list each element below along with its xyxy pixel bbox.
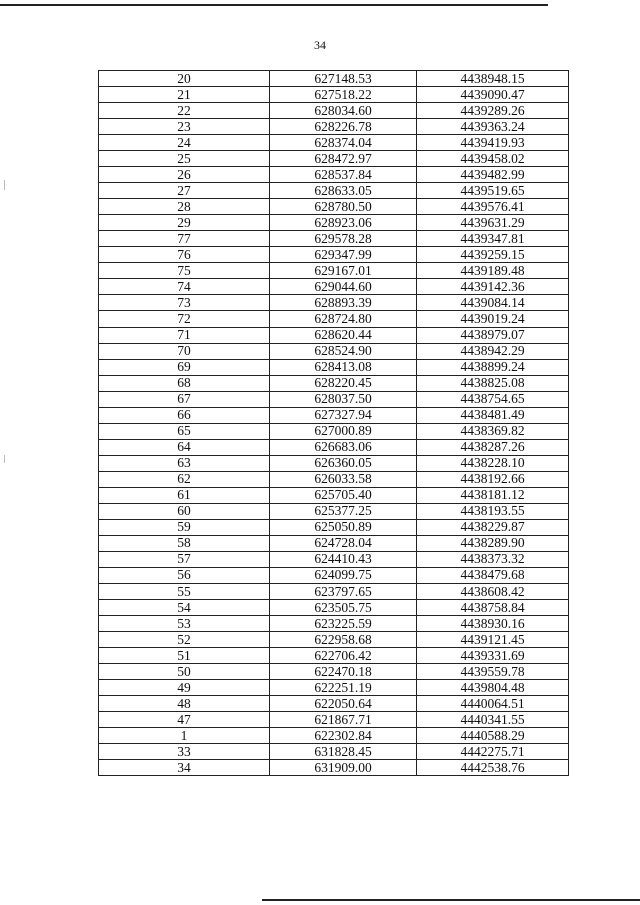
y-coordinate-cell: 4438229.87 [417, 519, 569, 535]
x-coordinate-cell: 629578.28 [270, 231, 417, 247]
top-rule [0, 4, 548, 6]
point-number-cell: 48 [99, 696, 270, 712]
table-row [99, 103, 569, 119]
x-coordinate-cell: 628374.04 [270, 135, 417, 151]
table-row [99, 359, 569, 375]
y-coordinate-cell: 4438181.12 [417, 487, 569, 503]
x-coordinate-cell: 623505.75 [270, 600, 417, 616]
x-coordinate-cell: 622251.19 [270, 680, 417, 696]
point-number-cell: 54 [99, 600, 270, 616]
table-row [99, 215, 569, 231]
x-coordinate-cell: 628472.97 [270, 151, 417, 167]
x-coordinate-cell: 628893.39 [270, 295, 417, 311]
table-row [99, 744, 569, 760]
table-row [99, 664, 569, 680]
point-number-cell: 53 [99, 616, 270, 632]
margin-mark [4, 180, 5, 190]
x-coordinate-cell: 625377.25 [270, 503, 417, 519]
x-coordinate-cell: 628220.45 [270, 375, 417, 391]
margin-mark [4, 455, 5, 463]
table-row [99, 423, 569, 439]
x-coordinate-cell: 622706.42 [270, 648, 417, 664]
table-row [99, 648, 569, 664]
table-row [99, 696, 569, 712]
point-number-cell: 51 [99, 648, 270, 664]
x-coordinate-cell: 622958.68 [270, 632, 417, 648]
y-coordinate-cell: 4439363.24 [417, 119, 569, 135]
point-number-cell: 65 [99, 423, 270, 439]
point-number-cell: 25 [99, 151, 270, 167]
x-coordinate-cell: 626033.58 [270, 471, 417, 487]
point-number-cell: 74 [99, 279, 270, 295]
x-coordinate-cell: 626683.06 [270, 439, 417, 455]
point-number-cell: 24 [99, 135, 270, 151]
x-coordinate-cell: 624728.04 [270, 535, 417, 551]
y-coordinate-cell: 4438942.29 [417, 343, 569, 359]
y-coordinate-cell: 4439084.14 [417, 295, 569, 311]
point-number-cell: 56 [99, 567, 270, 583]
y-coordinate-cell: 4439347.81 [417, 231, 569, 247]
y-coordinate-cell: 4439259.15 [417, 247, 569, 263]
x-coordinate-cell: 628037.50 [270, 391, 417, 407]
y-coordinate-cell: 4439482.99 [417, 167, 569, 183]
point-number-cell: 27 [99, 183, 270, 199]
point-number-cell: 64 [99, 439, 270, 455]
x-coordinate-cell: 629167.01 [270, 263, 417, 279]
point-number-cell: 59 [99, 519, 270, 535]
y-coordinate-cell: 4439631.29 [417, 215, 569, 231]
y-coordinate-cell: 4438289.90 [417, 535, 569, 551]
x-coordinate-cell: 628780.50 [270, 199, 417, 215]
x-coordinate-cell: 628923.06 [270, 215, 417, 231]
point-number-cell: 21 [99, 87, 270, 103]
y-coordinate-cell: 4440341.55 [417, 712, 569, 728]
point-number-cell: 67 [99, 391, 270, 407]
page-number: 34 [314, 38, 326, 52]
table-row [99, 503, 569, 519]
table-row [99, 263, 569, 279]
x-coordinate-cell: 629044.60 [270, 279, 417, 295]
point-number-cell: 76 [99, 247, 270, 263]
point-number-cell: 61 [99, 487, 270, 503]
x-coordinate-cell: 628633.05 [270, 183, 417, 199]
y-coordinate-cell: 4438287.26 [417, 439, 569, 455]
point-number-cell: 49 [99, 680, 270, 696]
point-number-cell: 58 [99, 535, 270, 551]
x-coordinate-cell: 625050.89 [270, 519, 417, 535]
y-coordinate-cell: 4439519.65 [417, 183, 569, 199]
table-row [99, 600, 569, 616]
x-coordinate-cell: 631909.00 [270, 760, 417, 776]
table-row [99, 407, 569, 423]
table-row [99, 231, 569, 247]
y-coordinate-cell: 4438193.55 [417, 503, 569, 519]
table-row [99, 680, 569, 696]
point-number-cell: 72 [99, 311, 270, 327]
table-row [99, 135, 569, 151]
point-number-cell: 23 [99, 119, 270, 135]
point-number-cell: 60 [99, 503, 270, 519]
y-coordinate-cell: 4442538.76 [417, 760, 569, 776]
point-number-cell: 47 [99, 712, 270, 728]
x-coordinate-cell: 623797.65 [270, 584, 417, 600]
y-coordinate-cell: 4439576.41 [417, 199, 569, 215]
x-coordinate-cell: 622050.64 [270, 696, 417, 712]
table-row [99, 391, 569, 407]
y-coordinate-cell: 4438481.49 [417, 407, 569, 423]
x-coordinate-cell: 628537.84 [270, 167, 417, 183]
y-coordinate-cell: 4439289.26 [417, 103, 569, 119]
x-coordinate-cell: 628226.78 [270, 119, 417, 135]
y-coordinate-cell: 4438192.66 [417, 471, 569, 487]
table-row [99, 343, 569, 359]
y-coordinate-cell: 4439121.45 [417, 632, 569, 648]
point-number-cell: 33 [99, 744, 270, 760]
point-number-cell: 55 [99, 584, 270, 600]
y-coordinate-cell: 4438373.32 [417, 551, 569, 567]
point-number-cell: 29 [99, 215, 270, 231]
x-coordinate-cell: 626360.05 [270, 455, 417, 471]
table-row [99, 728, 569, 744]
table-row [99, 167, 569, 183]
table-row [99, 247, 569, 263]
y-coordinate-cell: 4438825.08 [417, 375, 569, 391]
point-number-cell: 73 [99, 295, 270, 311]
x-coordinate-cell: 628413.08 [270, 359, 417, 375]
table-row [99, 616, 569, 632]
x-coordinate-cell: 623225.59 [270, 616, 417, 632]
table-row [99, 519, 569, 535]
table-row [99, 567, 569, 583]
table-row [99, 712, 569, 728]
point-number-cell: 26 [99, 167, 270, 183]
x-coordinate-cell: 621867.71 [270, 712, 417, 728]
table-row [99, 551, 569, 567]
x-coordinate-cell: 627518.22 [270, 87, 417, 103]
x-coordinate-cell: 629347.99 [270, 247, 417, 263]
table-row [99, 760, 569, 776]
y-coordinate-cell: 4440064.51 [417, 696, 569, 712]
y-coordinate-cell: 4439189.48 [417, 263, 569, 279]
point-number-cell: 68 [99, 375, 270, 391]
point-number-cell: 70 [99, 343, 270, 359]
y-coordinate-cell: 4438899.24 [417, 359, 569, 375]
table-row [99, 455, 569, 471]
y-coordinate-cell: 4438930.16 [417, 616, 569, 632]
x-coordinate-cell: 627148.53 [270, 71, 417, 87]
table-row [99, 87, 569, 103]
table-row [99, 375, 569, 391]
table-row [99, 311, 569, 327]
x-coordinate-cell: 622470.18 [270, 664, 417, 680]
y-coordinate-cell: 4439019.24 [417, 311, 569, 327]
table-row [99, 119, 569, 135]
x-coordinate-cell: 625705.40 [270, 487, 417, 503]
point-number-cell: 66 [99, 407, 270, 423]
x-coordinate-cell: 627000.89 [270, 423, 417, 439]
table-row [99, 632, 569, 648]
y-coordinate-cell: 4438369.82 [417, 423, 569, 439]
y-coordinate-cell: 4442275.71 [417, 744, 569, 760]
y-coordinate-cell: 4439090.47 [417, 87, 569, 103]
point-number-cell: 22 [99, 103, 270, 119]
x-coordinate-cell: 624099.75 [270, 567, 417, 583]
x-coordinate-cell: 627327.94 [270, 407, 417, 423]
table-row [99, 327, 569, 343]
y-coordinate-cell: 4439331.69 [417, 648, 569, 664]
point-number-cell: 77 [99, 231, 270, 247]
table-row [99, 535, 569, 551]
table-row [99, 295, 569, 311]
point-number-cell: 71 [99, 327, 270, 343]
y-coordinate-cell: 4439559.78 [417, 664, 569, 680]
point-number-cell: 28 [99, 199, 270, 215]
point-number-cell: 57 [99, 551, 270, 567]
x-coordinate-cell: 624410.43 [270, 551, 417, 567]
table-row [99, 151, 569, 167]
point-number-cell: 75 [99, 263, 270, 279]
table-row [99, 183, 569, 199]
x-coordinate-cell: 622302.84 [270, 728, 417, 744]
y-coordinate-cell: 4440588.29 [417, 728, 569, 744]
y-coordinate-cell: 4438228.10 [417, 455, 569, 471]
x-coordinate-cell: 631828.45 [270, 744, 417, 760]
y-coordinate-cell: 4438608.42 [417, 584, 569, 600]
y-coordinate-cell: 4438948.15 [417, 71, 569, 87]
bottom-rule [262, 899, 640, 901]
point-number-cell: 50 [99, 664, 270, 680]
x-coordinate-cell: 628034.60 [270, 103, 417, 119]
point-number-cell: 62 [99, 471, 270, 487]
point-number-cell: 52 [99, 632, 270, 648]
point-number-cell: 1 [99, 728, 270, 744]
point-number-cell: 63 [99, 455, 270, 471]
x-coordinate-cell: 628724.80 [270, 311, 417, 327]
point-number-cell: 20 [99, 71, 270, 87]
table-row [99, 471, 569, 487]
table-row [99, 439, 569, 455]
y-coordinate-cell: 4438479.68 [417, 567, 569, 583]
table-row [99, 199, 569, 215]
table-row [99, 71, 569, 87]
y-coordinate-cell: 4438758.84 [417, 600, 569, 616]
point-number-cell: 34 [99, 760, 270, 776]
y-coordinate-cell: 4439804.48 [417, 680, 569, 696]
y-coordinate-cell: 4439142.36 [417, 279, 569, 295]
y-coordinate-cell: 4438979.07 [417, 327, 569, 343]
x-coordinate-cell: 628524.90 [270, 343, 417, 359]
table-row [99, 487, 569, 503]
coordinates-table-body [99, 71, 569, 776]
point-number-cell: 69 [99, 359, 270, 375]
coordinates-table [98, 70, 569, 776]
y-coordinate-cell: 4439419.93 [417, 135, 569, 151]
table-row [99, 279, 569, 295]
x-coordinate-cell: 628620.44 [270, 327, 417, 343]
y-coordinate-cell: 4439458.02 [417, 151, 569, 167]
table-row [99, 584, 569, 600]
y-coordinate-cell: 4438754.65 [417, 391, 569, 407]
